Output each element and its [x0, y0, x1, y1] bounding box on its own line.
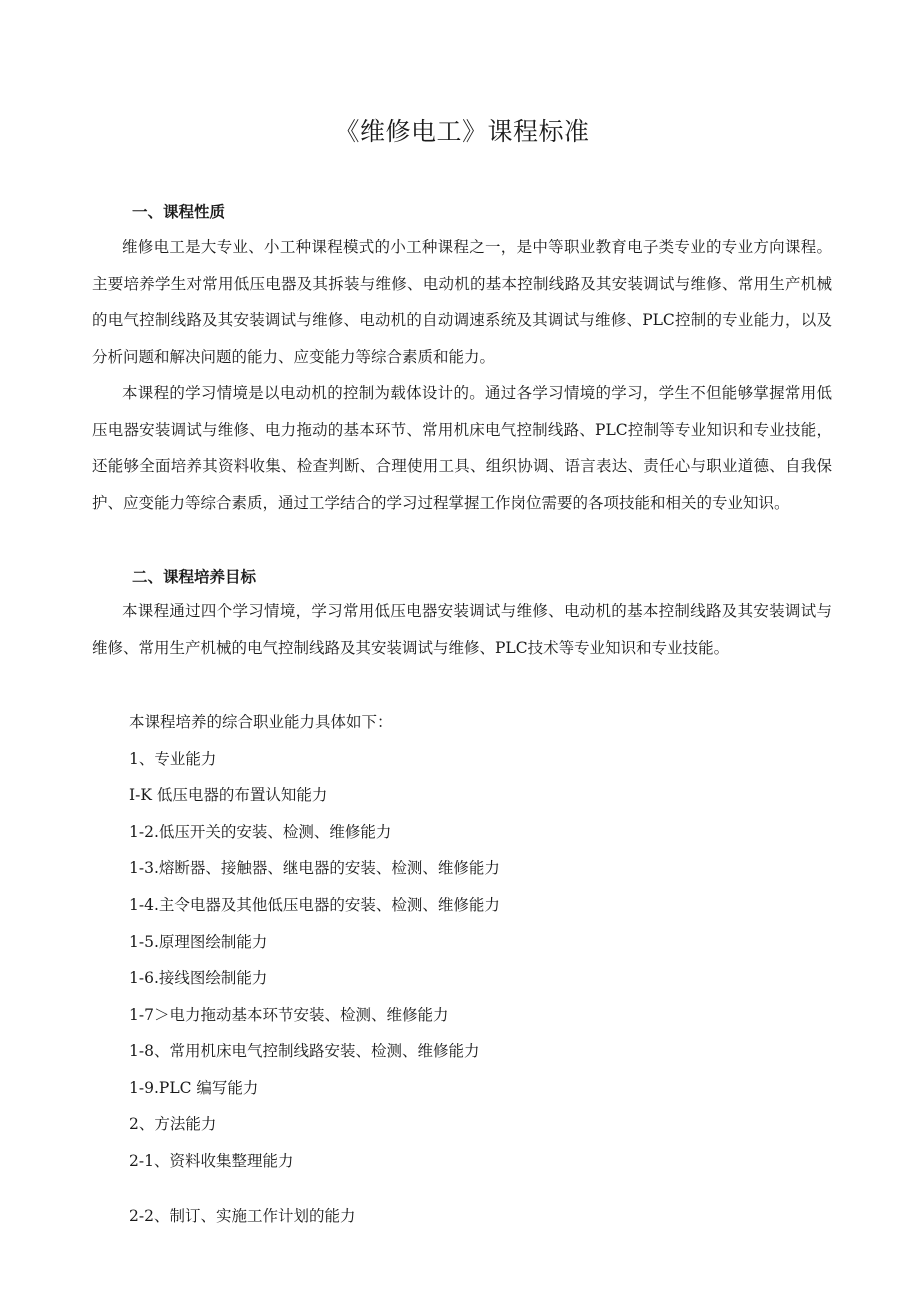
- section-heading-objectives: 二、课程培养目标: [132, 568, 257, 586]
- document-title: 《维修电工》课程标准: [334, 117, 590, 146]
- paragraph-objectives: 本课程通过四个学习情境，学习常用低压电器安装调试与维修、电动机的基本控制线路及其安装调试与维修、常用生产机械的电气控制线路及其安装调试与维修、PLC技术等专业知识和专业技能。: [92, 602, 832, 657]
- list-item: 本课程培养的综合职业能力具体如下：: [129, 713, 393, 731]
- list-item: I-K 低压电器的布置认知能力: [129, 786, 328, 804]
- paragraph-course-nature: 维修电工是大专业、小工种课程模式的小工种课程之一，是中等职业教育电子类专业的专业方向课程。主要培养学生对常用低压电器及其拆装与维修、电动机的基本控制线路及其安装调试与维修、常用生产机械的电气控制线路及其安装调试与维修、电动机的自动调速系统及其调试与维修、PLC控制的专业能力，以及分析问题和解决问题的能力、应变能力等综合素质和能力。: [92, 238, 832, 366]
- list-item: 1-3.熔断器、接触器、继电器的安装、检测、维修能力: [129, 859, 500, 877]
- list-item: 1-9.PLC 编写能力: [129, 1079, 259, 1097]
- list-item: 1-8、常用机床电气控制线路安装、检测、维修能力: [129, 1042, 480, 1060]
- list-item: 2-2、制订、实施工作计划的能力: [129, 1207, 356, 1225]
- list-item: 1-2.低压开关的安装、检测、维修能力: [129, 823, 392, 841]
- list-item: 1-4.主令电器及其他低压电器的安装、检测、维修能力: [129, 896, 500, 914]
- list-item: 2、方法能力: [129, 1115, 217, 1133]
- list-item: 1-7＞电力拖动基本环节安装、检测、维修能力: [129, 1006, 449, 1024]
- paragraph-learning-context: 本课程的学习情境是以电动机的控制为载体设计的。通过各学习情境的学习，学生不但能够掌握常用低压电器安装调试与维修、电力拖动的基本环节、常用机床电气控制线路、PLC控制等专业知识和专业技能，还能够全面培养其资料收集、检查判断、合理使用工具、组织协调、语言表达、责任心与职业道德、自我保护、应变能力等综合素质，通过工学结合的学习过程掌握工作岗位需要的各项技能和相关的专业知识。: [92, 384, 832, 512]
- list-item: 1-6.接线图绘制能力: [129, 969, 268, 987]
- section-heading-nature: 一、课程性质: [132, 203, 226, 221]
- list-item: 1-5.原理图绘制能力: [129, 933, 268, 951]
- list-item: 1、专业能力: [129, 750, 217, 768]
- list-item: 2-1、资料收集整理能力: [129, 1152, 294, 1170]
